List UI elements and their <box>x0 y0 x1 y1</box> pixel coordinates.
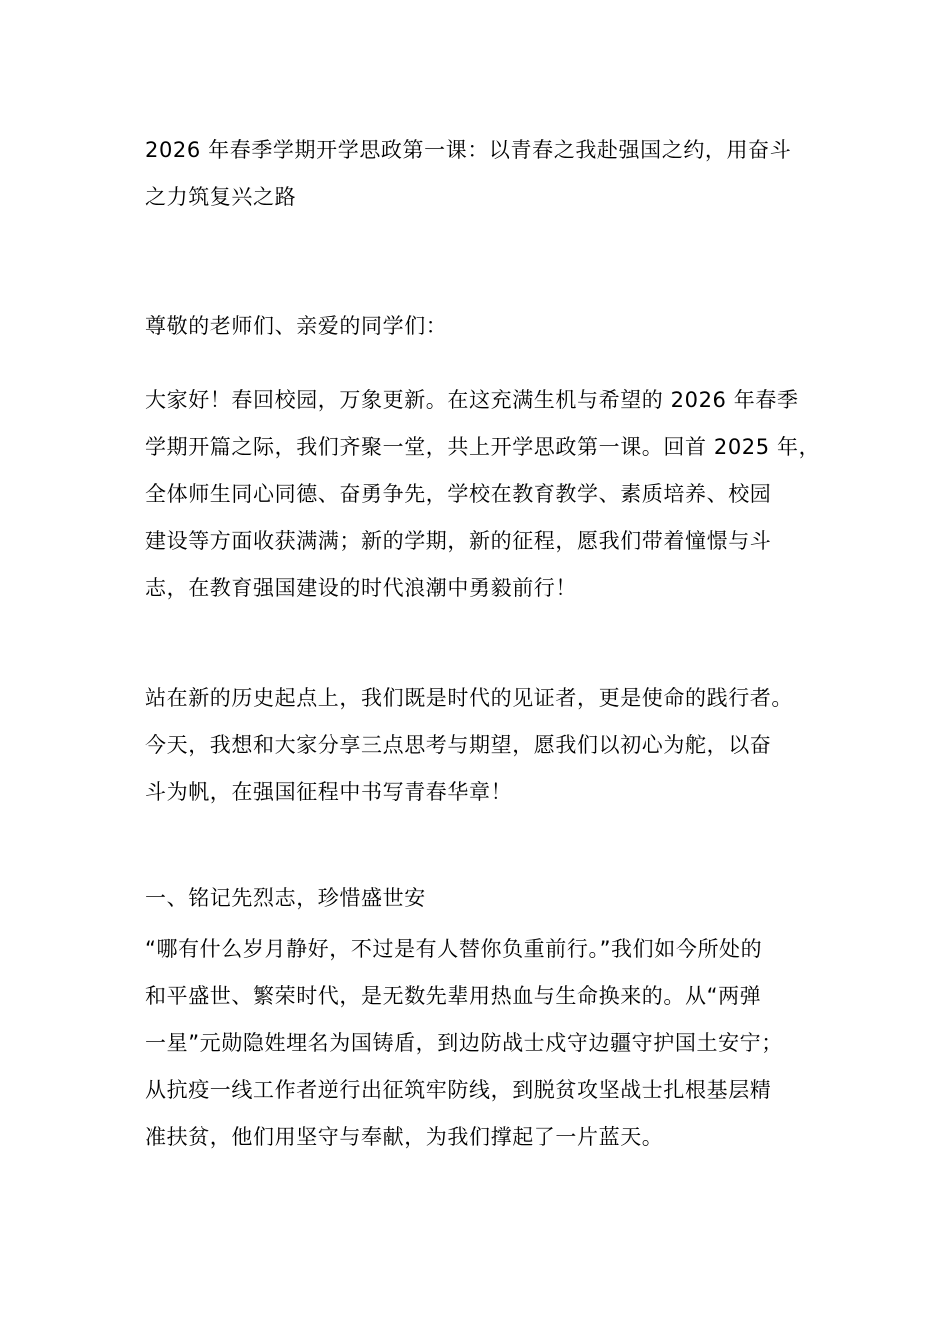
paragraph-intro <box>145 675 825 816</box>
paragraph-section1 <box>145 926 825 1161</box>
paragraph-opening <box>145 377 825 612</box>
section-heading <box>145 880 825 917</box>
paragraph-line: 志，在教育强国建设的时代浪潮中勇毅前行！ <box>145 576 577 600</box>
greeting-text: 尊敬的老师们、亲爱的同学们： <box>145 314 448 338</box>
paragraph-line: “哪有什么岁月静好，不过是有人替你负重前行。”我们如今所处的 <box>145 937 763 961</box>
paragraph-line: 大家好！春回校园，万象更新。在这充满生机与希望的 2026 年春季 <box>145 388 799 412</box>
title-line: 之力筑复兴之路 <box>145 185 297 209</box>
paragraph-line: 学期开篇之际，我们齐聚一堂，共上开学思政第一课。回首 2025 年， <box>145 435 821 459</box>
paragraph-line: 和平盛世、繁荣时代，是无数先辈用热血与生命换来的。从“两弹 <box>145 984 762 1008</box>
paragraph-line: 今天，我想和大家分享三点思考与期望，愿我们以初心为舵，以奋 <box>145 733 772 757</box>
paragraph-line: 一星”元勋隐姓埋名为国铸盾，到边防战士戍守边疆守护国土安宁； <box>145 1031 783 1055</box>
paragraph-line: 从抗疫一线工作者逆行出征筑牢防线，到脱贫攻坚战士扎根基层精 <box>145 1078 772 1102</box>
title-line: 2026 年春季学期开学思政第一课：以青春之我赴强国之约，用奋斗 <box>145 138 792 162</box>
paragraph-line: 准扶贫，他们用坚守与奉献，为我们撑起了一片蓝天。 <box>145 1125 664 1149</box>
paragraph-line: 建设等方面收获满满；新的学期，新的征程，愿我们带着憧憬与斗 <box>145 529 772 553</box>
paragraph-line: 斗为帆，在强国征程中书写青春华章！ <box>145 780 513 804</box>
paragraph-line: 全体师生同心同德、奋勇争先，学校在教育教学、素质培养、校园 <box>145 482 772 506</box>
document-title <box>145 127 825 221</box>
greeting <box>145 303 825 350</box>
paragraph-line: 站在新的历史起点上，我们既是时代的见证者，更是使命的践行者。 <box>145 686 793 710</box>
section-heading-text: 一、铭记先烈志，珍惜盛世安 <box>145 886 426 910</box>
